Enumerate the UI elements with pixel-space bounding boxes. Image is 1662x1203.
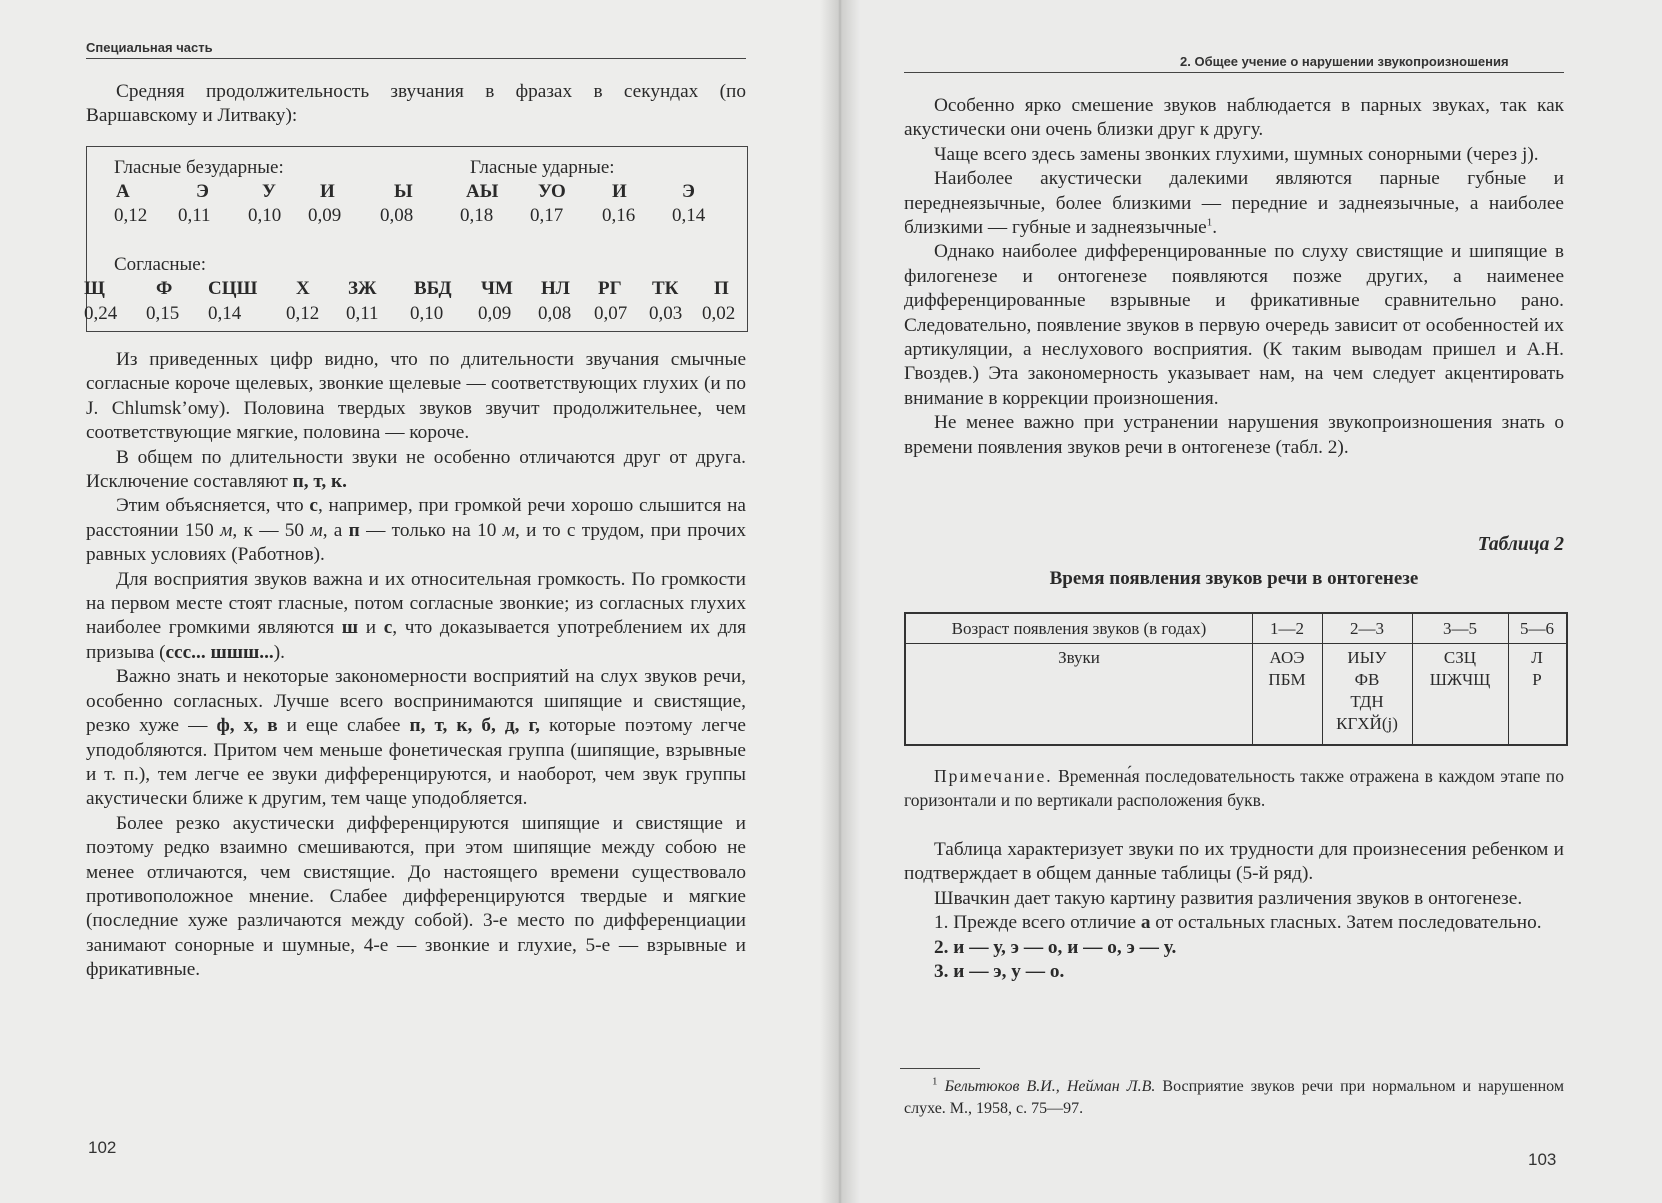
consonant-value: 0,09 xyxy=(478,303,512,324)
vowel-cell: У xyxy=(262,181,276,202)
table-row-label: Звуки xyxy=(1058,648,1100,667)
vowel-cell: Э xyxy=(682,181,695,202)
vowel-cell: И xyxy=(612,181,627,202)
bold-text: с xyxy=(309,495,318,517)
paragraph xyxy=(904,167,1564,240)
vowel-value: 0,17 xyxy=(530,205,564,226)
paragraph xyxy=(86,568,746,666)
footnote-rule xyxy=(900,1068,980,1069)
footnote-mark: 1 xyxy=(932,1075,938,1088)
table-cell: ИЫУ xyxy=(1347,648,1387,667)
right-running-head: 2. Общее учение о нарушении звукопроизношения xyxy=(1180,54,1509,69)
consonant-cell: ЧМ xyxy=(481,278,513,299)
left-intro xyxy=(86,80,746,129)
footnote-ref: 1 xyxy=(1206,216,1213,229)
text: ). xyxy=(273,641,285,663)
book-gutter xyxy=(820,0,860,1203)
consonant-value: 0,15 xyxy=(146,303,180,324)
text: , и то с трудом, при прочих равных условиях (Работнов). xyxy=(86,519,746,566)
table-label: Таблица 2 xyxy=(1477,534,1564,555)
right-body-bottom xyxy=(904,838,1564,984)
unit-text: м xyxy=(502,519,516,541)
text: 1. Прежде всего отличие xyxy=(934,912,1141,934)
vowel-value: 0,11 xyxy=(178,205,211,226)
consonant-value: 0,03 xyxy=(649,303,683,324)
text: Наиболее акустически далекими являются парные губные и переднеязычные, более близкими — передние и заднеязычные, а наиболее близкими — губные и заднеязычные xyxy=(904,168,1564,239)
vowel-value: 0,09 xyxy=(308,205,342,226)
vowel-cell: И xyxy=(320,181,335,202)
note-label: Примечание. xyxy=(934,766,1053,786)
stressed-vowels-label: Гласные ударные: xyxy=(470,157,615,178)
table-header-cell: 5—6 xyxy=(1520,619,1554,638)
left-running-head: Специальная часть xyxy=(86,40,213,55)
text: и xyxy=(358,617,384,639)
consonant-cell: НЛ xyxy=(541,278,570,299)
text: В общем по длительности звуки не особенно отличаются друг от друга. Исключение составляют xyxy=(86,446,746,493)
consonant-value: 0,14 xyxy=(208,303,242,324)
list-item xyxy=(904,936,1564,960)
bold-text: п xyxy=(348,519,360,541)
text: , что доказывается употреблением их для призыва ( xyxy=(86,617,746,663)
footnote xyxy=(904,1076,1564,1120)
consonant-cell: Х xyxy=(296,278,310,299)
consonants-label: Согласные: xyxy=(114,254,206,275)
table-cell: Р xyxy=(1532,670,1542,689)
paragraph: Из приведенных цифр видно, что по длительности звучания смычные согласные короче щелевых, звонкие щелевые — соответствующих глухих (и по J. Chlumsk’ому). Половина твердых звуков звучит продолжительнее, чем соответствующие мягкие, половина — короче. xyxy=(86,349,746,444)
consonant-cell: ЗЖ xyxy=(348,278,377,299)
paragraph xyxy=(86,446,746,495)
unstressed-vowels-label: Гласные безударные: xyxy=(114,157,284,178)
paragraph: Чаще всего здесь замены звонких глухими, шумных сонорными (через j). xyxy=(934,143,1539,165)
vowel-cell: Э xyxy=(196,181,209,202)
consonant-cell: ТК xyxy=(652,278,679,299)
unit-text: м xyxy=(220,519,233,541)
list-item xyxy=(904,960,1564,984)
table-cell: ФВ xyxy=(1354,670,1380,689)
consonant-cell: Ф xyxy=(156,278,173,299)
bold-text: п, т, к. xyxy=(292,471,347,493)
paragraph: Швачкин дает такую картину развития различения звуков в онтогенезе. xyxy=(934,887,1523,909)
paragraph: Однако наиболее дифференцированные по слуху свистящие и шипящие в филогенезе и онтогенезе появляются позже других, а наименее дифференцированные взрывные и фрикативные сравнительно рано. Следовательно, появление звуков в первую очередь зависит от особенностей их артикуляции, а неслухового восприятия. (К таким выводам пришел и А.Н. Гвоздев.) Эта закономерность указывает нам, на чем следует акцентировать внимание в коррекции произношения. xyxy=(904,241,1564,409)
consonant-cell: РГ xyxy=(598,278,622,299)
unit-text: м xyxy=(310,519,323,541)
consonant-cell: СЦШ xyxy=(208,278,258,299)
vowel-cell: Ы xyxy=(394,181,413,202)
text: Важно знать и некоторые закономерности восприятий на слух звуков речи, особенно согласных. Лучше всего воспринимаются шипящие и свистящие, резко хуже — xyxy=(86,666,746,737)
list-item xyxy=(904,911,1564,935)
consonant-cell: П xyxy=(714,278,729,299)
left-body xyxy=(86,348,746,983)
vowel-cell: АЫ xyxy=(466,181,499,202)
right-page-number: 103 xyxy=(1528,1150,1557,1169)
bold-text: с xyxy=(383,617,393,639)
table-note xyxy=(904,764,1564,812)
intro-paragraph: Средняя продолжительность звучания в фразах в секундах (по Варшавскому и Литваку): xyxy=(86,81,746,127)
onset-table xyxy=(904,612,1568,746)
text: . xyxy=(1212,217,1218,239)
table-header-cell: 2—3 xyxy=(1350,619,1384,638)
right-header-rule xyxy=(904,72,1564,73)
table-cell: КГХЙ(j) xyxy=(1336,714,1398,733)
vowel-value: 0,12 xyxy=(114,205,148,226)
bold-text: ссс... шшш... xyxy=(165,641,274,663)
consonant-value: 0,12 xyxy=(286,303,320,324)
consonant-value: 0,07 xyxy=(594,303,628,324)
vowel-cell: А xyxy=(116,181,130,202)
left-page-number: 102 xyxy=(88,1138,117,1157)
paragraph: Особенно ярко смешение звуков наблюдается в парных звуках, так как акустически они очень близки друг к другу. xyxy=(904,95,1564,141)
left-header-rule xyxy=(86,58,746,59)
consonant-value: 0,08 xyxy=(538,303,572,324)
bold-text: ф, х, в xyxy=(216,715,278,737)
table-cell: ТДН xyxy=(1350,692,1384,711)
consonant-value: 0,10 xyxy=(410,303,444,324)
paragraph: Более резко акустически дифференцируются шипящие и свистящие и поэтому редко взаимно смешиваются, при этом шипящие между собою не менее отличаются, чем свистящие. До настоящего времени существовало противоположное мнение. Слабее дифференцируются твердые и мягкие (последние хуже различаются между собой). 3-е место по дифференциации занимают сонорные и шумные, 4-е — звонкие и глухие, 5-е — взрывные и фрикативные. xyxy=(86,812,746,981)
right-body-top xyxy=(904,94,1564,460)
table-title: Время появления звуков речи в онтогенезе xyxy=(1049,568,1419,589)
vowel-value: 0,10 xyxy=(248,205,282,226)
table-cell: Л xyxy=(1531,648,1543,667)
table-cell: ШЖЧЩ xyxy=(1429,670,1491,689)
text: , к — 50 xyxy=(232,519,311,541)
table-cell: АОЭ xyxy=(1269,648,1305,667)
vowel-value: 0,08 xyxy=(380,205,414,226)
footnote-authors: Бельтюков В.И., Нейман Л.В. xyxy=(944,1078,1156,1095)
text: , например, при громкой речи хорошо слышится на расстоянии 150 xyxy=(86,495,746,541)
consonant-cell: Щ xyxy=(84,278,105,299)
table-divider xyxy=(906,643,1566,644)
text: и еще слабее xyxy=(277,715,410,737)
table-cell: СЗЦ xyxy=(1443,648,1477,667)
paragraph xyxy=(86,494,746,567)
note-text: Временна́я последовательность также отражена в каждом этапе по горизонтали и по вертикали расположения букв. xyxy=(904,766,1564,810)
paragraph: Не менее важно при устранении нарушения звукопроизношения знать о времени появления звуков речи в онтогенезе (табл. 2). xyxy=(904,412,1564,458)
bold-text: 3. и — э, у — о. xyxy=(934,961,1065,983)
text: Этим объясняется, что xyxy=(116,495,310,517)
table-header-cell: 3—5 xyxy=(1443,619,1477,638)
consonant-value: 0,24 xyxy=(84,303,118,324)
consonant-value: 0,11 xyxy=(346,303,379,324)
vowel-cell: УО xyxy=(538,181,566,202)
bold-text: ш xyxy=(341,617,359,639)
vowel-value: 0,16 xyxy=(602,205,636,226)
paragraph xyxy=(86,665,746,811)
text: — только на 10 xyxy=(359,519,503,541)
text: , а xyxy=(322,519,349,541)
vowel-value: 0,18 xyxy=(460,205,494,226)
bold-text: а xyxy=(1140,912,1151,934)
bold-text: 2. и — у, э — о, и — о, э — у. xyxy=(934,936,1177,958)
footnote-text: Восприятие звуков речи при нормальном и нарушенном слухе. М., 1958, с. 75—97. xyxy=(904,1078,1564,1117)
text: Для восприятия звуков важна и их относительная громкость. По громкости на первом месте стоят гласные, потом согласные звонкие; из согласных глухих наиболее громкими являются xyxy=(86,568,746,639)
consonant-value: 0,02 xyxy=(702,303,736,324)
consonant-cell: ВБД xyxy=(414,278,452,299)
bold-text: п, т, к, б, д, г, xyxy=(409,715,540,737)
text: от остальных гласных. Затем последовательно. xyxy=(1150,912,1542,934)
text: которые поэтому легче уподобляются. Притом чем меньше фонетическая группа (шипящие, взрывные и т. п.), тем легче ее звуки дифференцируются, и наоборот, чем звук группы акустически ближе к другим, тем чаще уподобляется. xyxy=(86,715,746,810)
vowel-value: 0,14 xyxy=(672,205,706,226)
table-header-cell: 1—2 xyxy=(1270,619,1304,638)
table-header-cell: Возраст появления звуков (в годах) xyxy=(951,619,1207,638)
table-cell: ПБМ xyxy=(1268,670,1306,689)
paragraph: Таблица характеризует звуки по их трудности для произнесения ребенком и подтверждает в общем данные таблицы (5-й ряд). xyxy=(904,839,1564,885)
